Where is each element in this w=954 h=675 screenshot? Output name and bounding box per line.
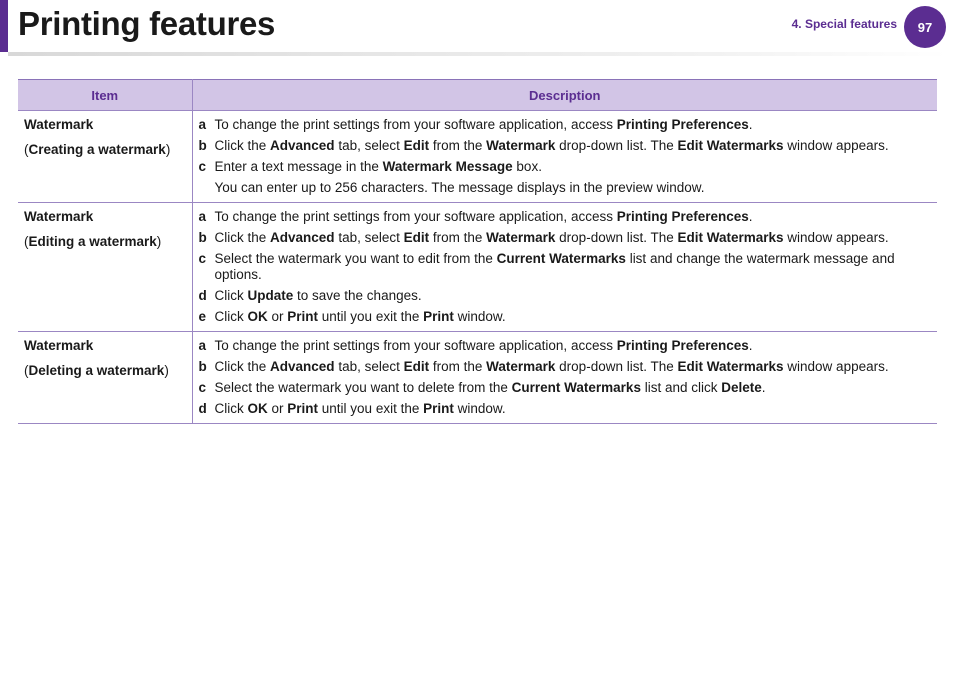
- step-text-bold: Print: [423, 401, 454, 416]
- item-cell: [18, 332, 192, 424]
- step-item: [199, 209, 932, 225]
- step-text: [215, 209, 932, 225]
- step-text-bold: Print: [423, 309, 454, 324]
- step-text-run: tab, select: [334, 138, 404, 153]
- step-text-bold: Edit: [403, 359, 430, 374]
- step-text-bold: Edit: [403, 138, 430, 153]
- step-text-run: list and change the watermark message and options.: [214, 251, 895, 282]
- step-item: [199, 380, 932, 396]
- step-text-bold: Printing Preferences: [616, 209, 749, 224]
- column-header-description: Description: [192, 80, 937, 111]
- step-letter: b: [198, 359, 207, 374]
- step-text: [215, 338, 932, 354]
- step-text-bold: Watermark: [486, 359, 556, 374]
- header-divider: [8, 52, 948, 56]
- watermark-table: [18, 79, 937, 424]
- step-text-bold: Update: [247, 288, 294, 303]
- item-subtitle-bold: Editing a watermark: [28, 234, 157, 249]
- step-letter: a: [198, 338, 207, 353]
- item-subtitle-bold: Creating a watermark: [28, 142, 166, 157]
- description-cell: [192, 203, 937, 332]
- step-text-run: To change the print settings from your software application, access: [214, 117, 617, 132]
- step-letter: e: [198, 309, 207, 324]
- item-name: Watermark: [24, 338, 94, 353]
- step-text: [215, 117, 932, 133]
- step-text-run: Click: [214, 401, 248, 416]
- step-text-run: window.: [453, 309, 506, 324]
- table-row: [18, 332, 937, 424]
- step-letter: c: [198, 380, 207, 395]
- step-text: [215, 288, 932, 304]
- step-text-bold: OK: [247, 309, 268, 324]
- step-text-bold: Watermark: [486, 138, 556, 153]
- table-body: [18, 111, 937, 424]
- step-text-bold: Edit: [403, 230, 430, 245]
- step-letter: b: [198, 230, 207, 245]
- step-text-run: .: [748, 209, 753, 224]
- step-text-run: Click the: [214, 359, 271, 374]
- step-letter: b: [198, 138, 207, 153]
- step-text-bold: Printing Preferences: [616, 117, 749, 132]
- item-name: Watermark: [24, 117, 94, 132]
- step-text-run: To change the print settings from your software application, access: [214, 338, 617, 353]
- step-text-run: window appears.: [783, 138, 889, 153]
- step-item: [199, 309, 932, 325]
- step-text-run: to save the changes.: [293, 288, 422, 303]
- step-text-bold: Printing Preferences: [616, 338, 749, 353]
- step-text-run: Select the watermark you want to edit from the: [214, 251, 497, 266]
- step-text-bold: OK: [247, 401, 268, 416]
- step-item: [199, 338, 932, 354]
- step-text-run: tab, select: [334, 359, 404, 374]
- step-text-run: Select the watermark you want to delete from the: [214, 380, 512, 395]
- step-text-run: Click the: [214, 230, 271, 245]
- step-text: [215, 159, 932, 175]
- item-cell: [18, 203, 192, 332]
- step-text: [215, 309, 932, 325]
- step-text-run: until you exit the: [318, 309, 424, 324]
- step-text-bold: Watermark Message: [382, 159, 513, 174]
- step-text: [215, 251, 932, 283]
- step-letter: a: [198, 117, 207, 132]
- step-text-bold: Edit Watermarks: [677, 359, 784, 374]
- step-text-bold: Edit Watermarks: [677, 230, 784, 245]
- step-text: [215, 401, 932, 417]
- column-header-item: Item: [18, 80, 192, 111]
- step-text-run: Click: [214, 309, 248, 324]
- step-text-run: drop-down list. The: [555, 359, 678, 374]
- step-letter: c: [198, 159, 207, 174]
- step-text-run: from the: [429, 138, 487, 153]
- step-item: [199, 117, 932, 133]
- page-number-badge: 97: [904, 6, 946, 48]
- step-text-bold: Print: [287, 401, 319, 416]
- description-cell: [192, 332, 937, 424]
- step-text: [215, 380, 932, 396]
- step-text-run: .: [748, 338, 753, 353]
- step-text-bold: Delete: [721, 380, 762, 395]
- table-header-row: [18, 80, 937, 111]
- step-text-run: .: [748, 117, 753, 132]
- step-text-bold: Edit Watermarks: [677, 138, 784, 153]
- step-text-run: until you exit the: [318, 401, 424, 416]
- step-text: [215, 230, 932, 246]
- step-text-run: list and click: [640, 380, 722, 395]
- step-text: [215, 138, 932, 154]
- step-text-run: Click: [214, 288, 248, 303]
- step-item: [199, 359, 932, 375]
- step-text-run: window appears.: [783, 359, 889, 374]
- step-text-run: tab, select: [334, 230, 404, 245]
- item-cell: [18, 111, 192, 203]
- step-text-bold: Advanced: [270, 138, 335, 153]
- item-subtitle-bold: Deleting a watermark: [28, 363, 165, 378]
- step-text-run: or: [267, 401, 288, 416]
- step-text-run: To change the print settings from your software application, access: [214, 209, 617, 224]
- step-letter: c: [198, 251, 207, 266]
- step-text-bold: Advanced: [270, 230, 335, 245]
- step-item: [199, 288, 932, 304]
- step-text: [215, 359, 932, 375]
- step-text-run: drop-down list. The: [555, 230, 678, 245]
- item-subtitle: (Deleting a watermark): [24, 363, 169, 378]
- description-cell: [192, 111, 937, 203]
- item-name: Watermark: [24, 209, 94, 224]
- step-item: [199, 230, 932, 246]
- step-text-run: Click the: [214, 138, 271, 153]
- item-subtitle: (Creating a watermark): [24, 142, 171, 157]
- step-item: [199, 401, 932, 417]
- header-accent-bar: [0, 0, 8, 52]
- step-text-run: box.: [512, 159, 542, 174]
- table-row: [18, 203, 937, 332]
- step-text-run: Enter a text message in the: [214, 159, 383, 174]
- item-subtitle: (Editing a watermark): [24, 234, 162, 249]
- step-letter: a: [198, 209, 207, 224]
- step-text-run: from the: [429, 359, 487, 374]
- step-letter: d: [198, 288, 207, 303]
- step-text-run: from the: [429, 230, 487, 245]
- step-note: You can enter up to 256 characters. The message displays in the preview window.: [214, 180, 705, 195]
- step-text-bold: Current Watermarks: [496, 251, 626, 266]
- step-text-bold: Current Watermarks: [511, 380, 641, 395]
- page-title: Printing features: [18, 5, 276, 42]
- step-text-run: drop-down list. The: [555, 138, 678, 153]
- step-text-run: window.: [453, 401, 506, 416]
- step-item: [199, 251, 932, 283]
- step-text-bold: Advanced: [270, 359, 335, 374]
- step-item: [199, 138, 932, 154]
- step-text-run: window appears.: [783, 230, 889, 245]
- step-text-run: or: [267, 309, 288, 324]
- table-row: [18, 111, 937, 203]
- step-letter: d: [198, 401, 207, 416]
- step-text-bold: Print: [287, 309, 319, 324]
- step-text-bold: Watermark: [486, 230, 556, 245]
- chapter-label: 4. Special features: [791, 17, 897, 31]
- step-item: [199, 159, 932, 175]
- step-text-run: .: [761, 380, 766, 395]
